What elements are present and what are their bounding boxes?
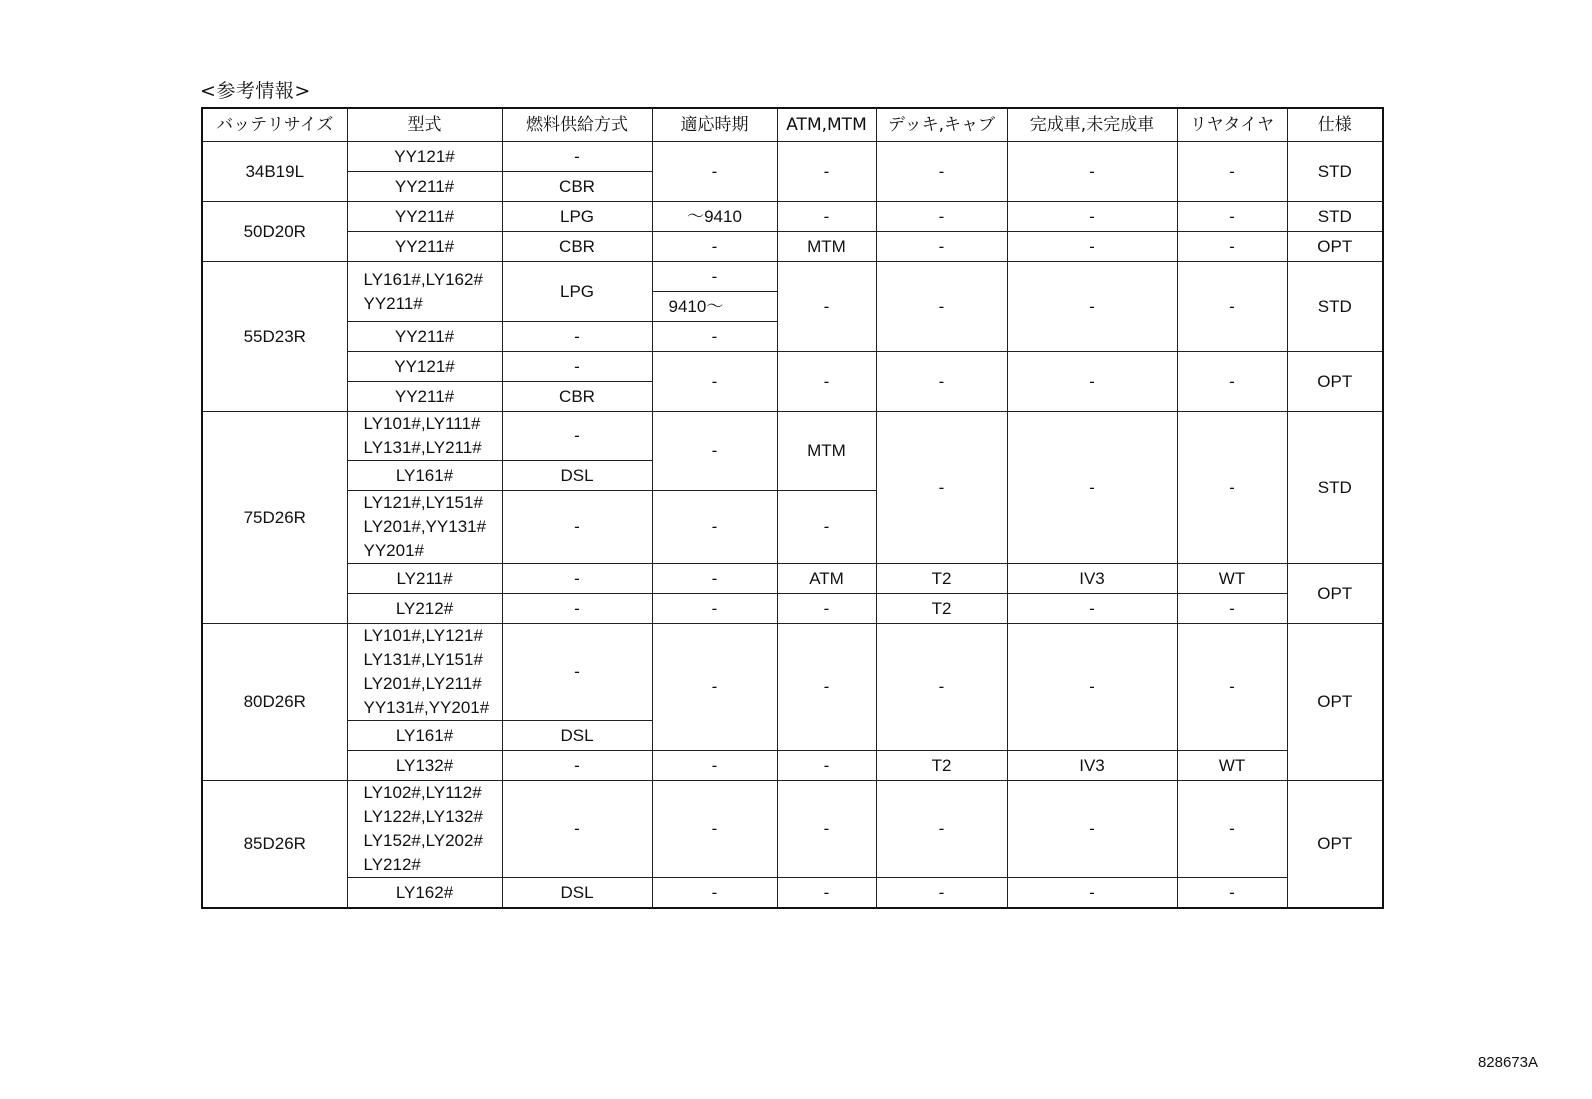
column-header: 完成車,未完成車 (1007, 108, 1177, 142)
table-cell: - (502, 412, 652, 461)
table-cell: 80D26R (202, 624, 347, 781)
figure-id: 828673A (1477, 1054, 1538, 1071)
table-cell: - (1007, 624, 1177, 751)
table-row (202, 781, 1383, 878)
table-cell: - (502, 781, 652, 878)
column-header: 仕様 (1287, 108, 1383, 142)
column-header: デッキ,キャブ (876, 108, 1007, 142)
table-cell: OPT (1287, 781, 1383, 909)
column-header: 燃料供給方式 (502, 108, 652, 142)
table-cell: CBR (502, 232, 652, 262)
table-cell: - (1177, 412, 1287, 564)
table-cell: - (876, 624, 1007, 751)
table-cell: YY211# (347, 172, 502, 202)
table-cell: - (652, 878, 777, 909)
column-header: ATM,MTM (777, 108, 876, 142)
table-row (202, 878, 1383, 909)
table-cell: CBR (502, 382, 652, 412)
table-cell: - (777, 624, 876, 751)
table-cell: OPT (1287, 564, 1383, 624)
table-cell: YY121# (347, 352, 502, 382)
table-cell: - (502, 352, 652, 382)
section-heading: <参考情報> (200, 80, 311, 102)
table-cell: - (1007, 594, 1177, 624)
table-cell: - (1177, 232, 1287, 262)
table-cell: - (777, 491, 876, 564)
table-cell: - (652, 262, 777, 292)
table-cell: - (652, 232, 777, 262)
table-cell: - (777, 142, 876, 202)
table-cell: YY211# (347, 382, 502, 412)
table-cell: MTM (777, 412, 876, 491)
table-cell: - (652, 352, 777, 412)
table-cell: - (1177, 202, 1287, 232)
table-cell: IV3 (1007, 564, 1177, 594)
table-cell: - (777, 781, 876, 878)
table-cell: - (876, 781, 1007, 878)
table-cell: - (652, 564, 777, 594)
table-cell: WT (1177, 564, 1287, 594)
table-cell: OPT (1287, 352, 1383, 412)
table-cell: - (502, 491, 652, 564)
table-cell: 9410～ (652, 292, 777, 322)
table-cell: YY211# (347, 322, 502, 352)
table-cell: - (1177, 878, 1287, 909)
table-cell: - (1007, 352, 1177, 412)
table-cell: - (652, 142, 777, 202)
table-row (202, 262, 1383, 292)
table-row (202, 142, 1383, 172)
table-cell: LY121#,LY151# LY201#,YY131# YY201# (347, 491, 502, 564)
table-cell: - (777, 352, 876, 412)
table-cell: - (652, 412, 777, 491)
table-cell: 85D26R (202, 781, 347, 909)
table-cell: - (1007, 142, 1177, 202)
table-cell: - (777, 262, 876, 352)
table-cell: - (652, 491, 777, 564)
table-cell: STD (1287, 412, 1383, 564)
table-cell: LY161# (347, 721, 502, 751)
table-cell: STD (1287, 202, 1383, 232)
table-cell: - (1177, 624, 1287, 751)
table-cell: - (502, 564, 652, 594)
table-cell: DSL (502, 878, 652, 909)
table-cell: - (777, 202, 876, 232)
table-cell: - (876, 352, 1007, 412)
table-cell: WT (1177, 751, 1287, 781)
table-cell: STD (1287, 142, 1383, 202)
table-cell: - (1177, 142, 1287, 202)
table-cell: - (1007, 202, 1177, 232)
table-cell: - (876, 412, 1007, 564)
table-cell: - (1177, 352, 1287, 412)
table-cell: OPT (1287, 624, 1383, 781)
table-cell: - (502, 624, 652, 721)
table-cell: - (876, 202, 1007, 232)
table-cell: LY161#,LY162# YY211# (347, 262, 502, 322)
table-cell: LPG (502, 202, 652, 232)
table-cell: - (777, 751, 876, 781)
column-header: 型式 (347, 108, 502, 142)
table-cell: LY211# (347, 564, 502, 594)
table-cell: OPT (1287, 232, 1383, 262)
table-cell: - (1007, 232, 1177, 262)
table-cell: T2 (876, 594, 1007, 624)
table-row (202, 594, 1383, 624)
table-row (202, 564, 1383, 594)
table-cell: STD (1287, 262, 1383, 352)
table-cell: - (1177, 262, 1287, 352)
table-cell: - (876, 142, 1007, 202)
table-cell: - (652, 624, 777, 751)
battery-spec-table (201, 107, 1384, 909)
table-row (202, 412, 1383, 461)
table-cell: LY162# (347, 878, 502, 909)
table-cell: - (1007, 781, 1177, 878)
table-cell: 75D26R (202, 412, 347, 624)
table-cell: CBR (502, 172, 652, 202)
table-row (202, 232, 1383, 262)
column-header: 適応時期 (652, 108, 777, 142)
table-cell: - (1007, 878, 1177, 909)
table-cell: LY132# (347, 751, 502, 781)
table-cell: - (777, 594, 876, 624)
table-cell: - (1177, 781, 1287, 878)
table-cell: - (876, 262, 1007, 352)
table-cell: - (652, 322, 777, 352)
table-cell: - (652, 594, 777, 624)
table-cell: LY212# (347, 594, 502, 624)
table-cell: ～9410 (652, 202, 777, 232)
table-cell: 34B19L (202, 142, 347, 202)
table-cell: - (502, 322, 652, 352)
table-row (202, 624, 1383, 721)
table-row (202, 352, 1383, 382)
table-body (202, 142, 1383, 909)
table-header-row (202, 108, 1383, 142)
table-row (202, 751, 1383, 781)
table-cell: - (652, 751, 777, 781)
table-cell: 50D20R (202, 202, 347, 262)
table-cell: DSL (502, 721, 652, 751)
table-cell: ATM (777, 564, 876, 594)
table-cell: - (876, 878, 1007, 909)
table-cell: - (777, 878, 876, 909)
table-cell: T2 (876, 564, 1007, 594)
table-row (202, 202, 1383, 232)
table-cell: - (1177, 594, 1287, 624)
table-cell: T2 (876, 751, 1007, 781)
table-cell: MTM (777, 232, 876, 262)
table-cell: YY211# (347, 202, 502, 232)
table-cell: YY121# (347, 142, 502, 172)
table-cell: LY102#,LY112# LY122#,LY132# LY152#,LY202# LY212# (347, 781, 502, 878)
table-cell: - (502, 751, 652, 781)
column-header: バッテリサイズ (202, 108, 347, 142)
table-cell: - (876, 232, 1007, 262)
table-cell: - (502, 142, 652, 172)
table-cell: - (502, 594, 652, 624)
table-cell: LY161# (347, 461, 502, 491)
table-cell: - (652, 781, 777, 878)
table-cell: DSL (502, 461, 652, 491)
table-cell: - (1007, 262, 1177, 352)
table-cell: LY101#,LY111# LY131#,LY211# (347, 412, 502, 461)
table-cell: 55D23R (202, 262, 347, 412)
table-cell: LPG (502, 262, 652, 322)
table-cell: YY211# (347, 232, 502, 262)
table-cell: LY101#,LY121# LY131#,LY151# LY201#,LY211# YY131#,YY201# (347, 624, 502, 721)
table-cell: IV3 (1007, 751, 1177, 781)
column-header: リヤタイヤ (1177, 108, 1287, 142)
table-cell: - (1007, 412, 1177, 564)
